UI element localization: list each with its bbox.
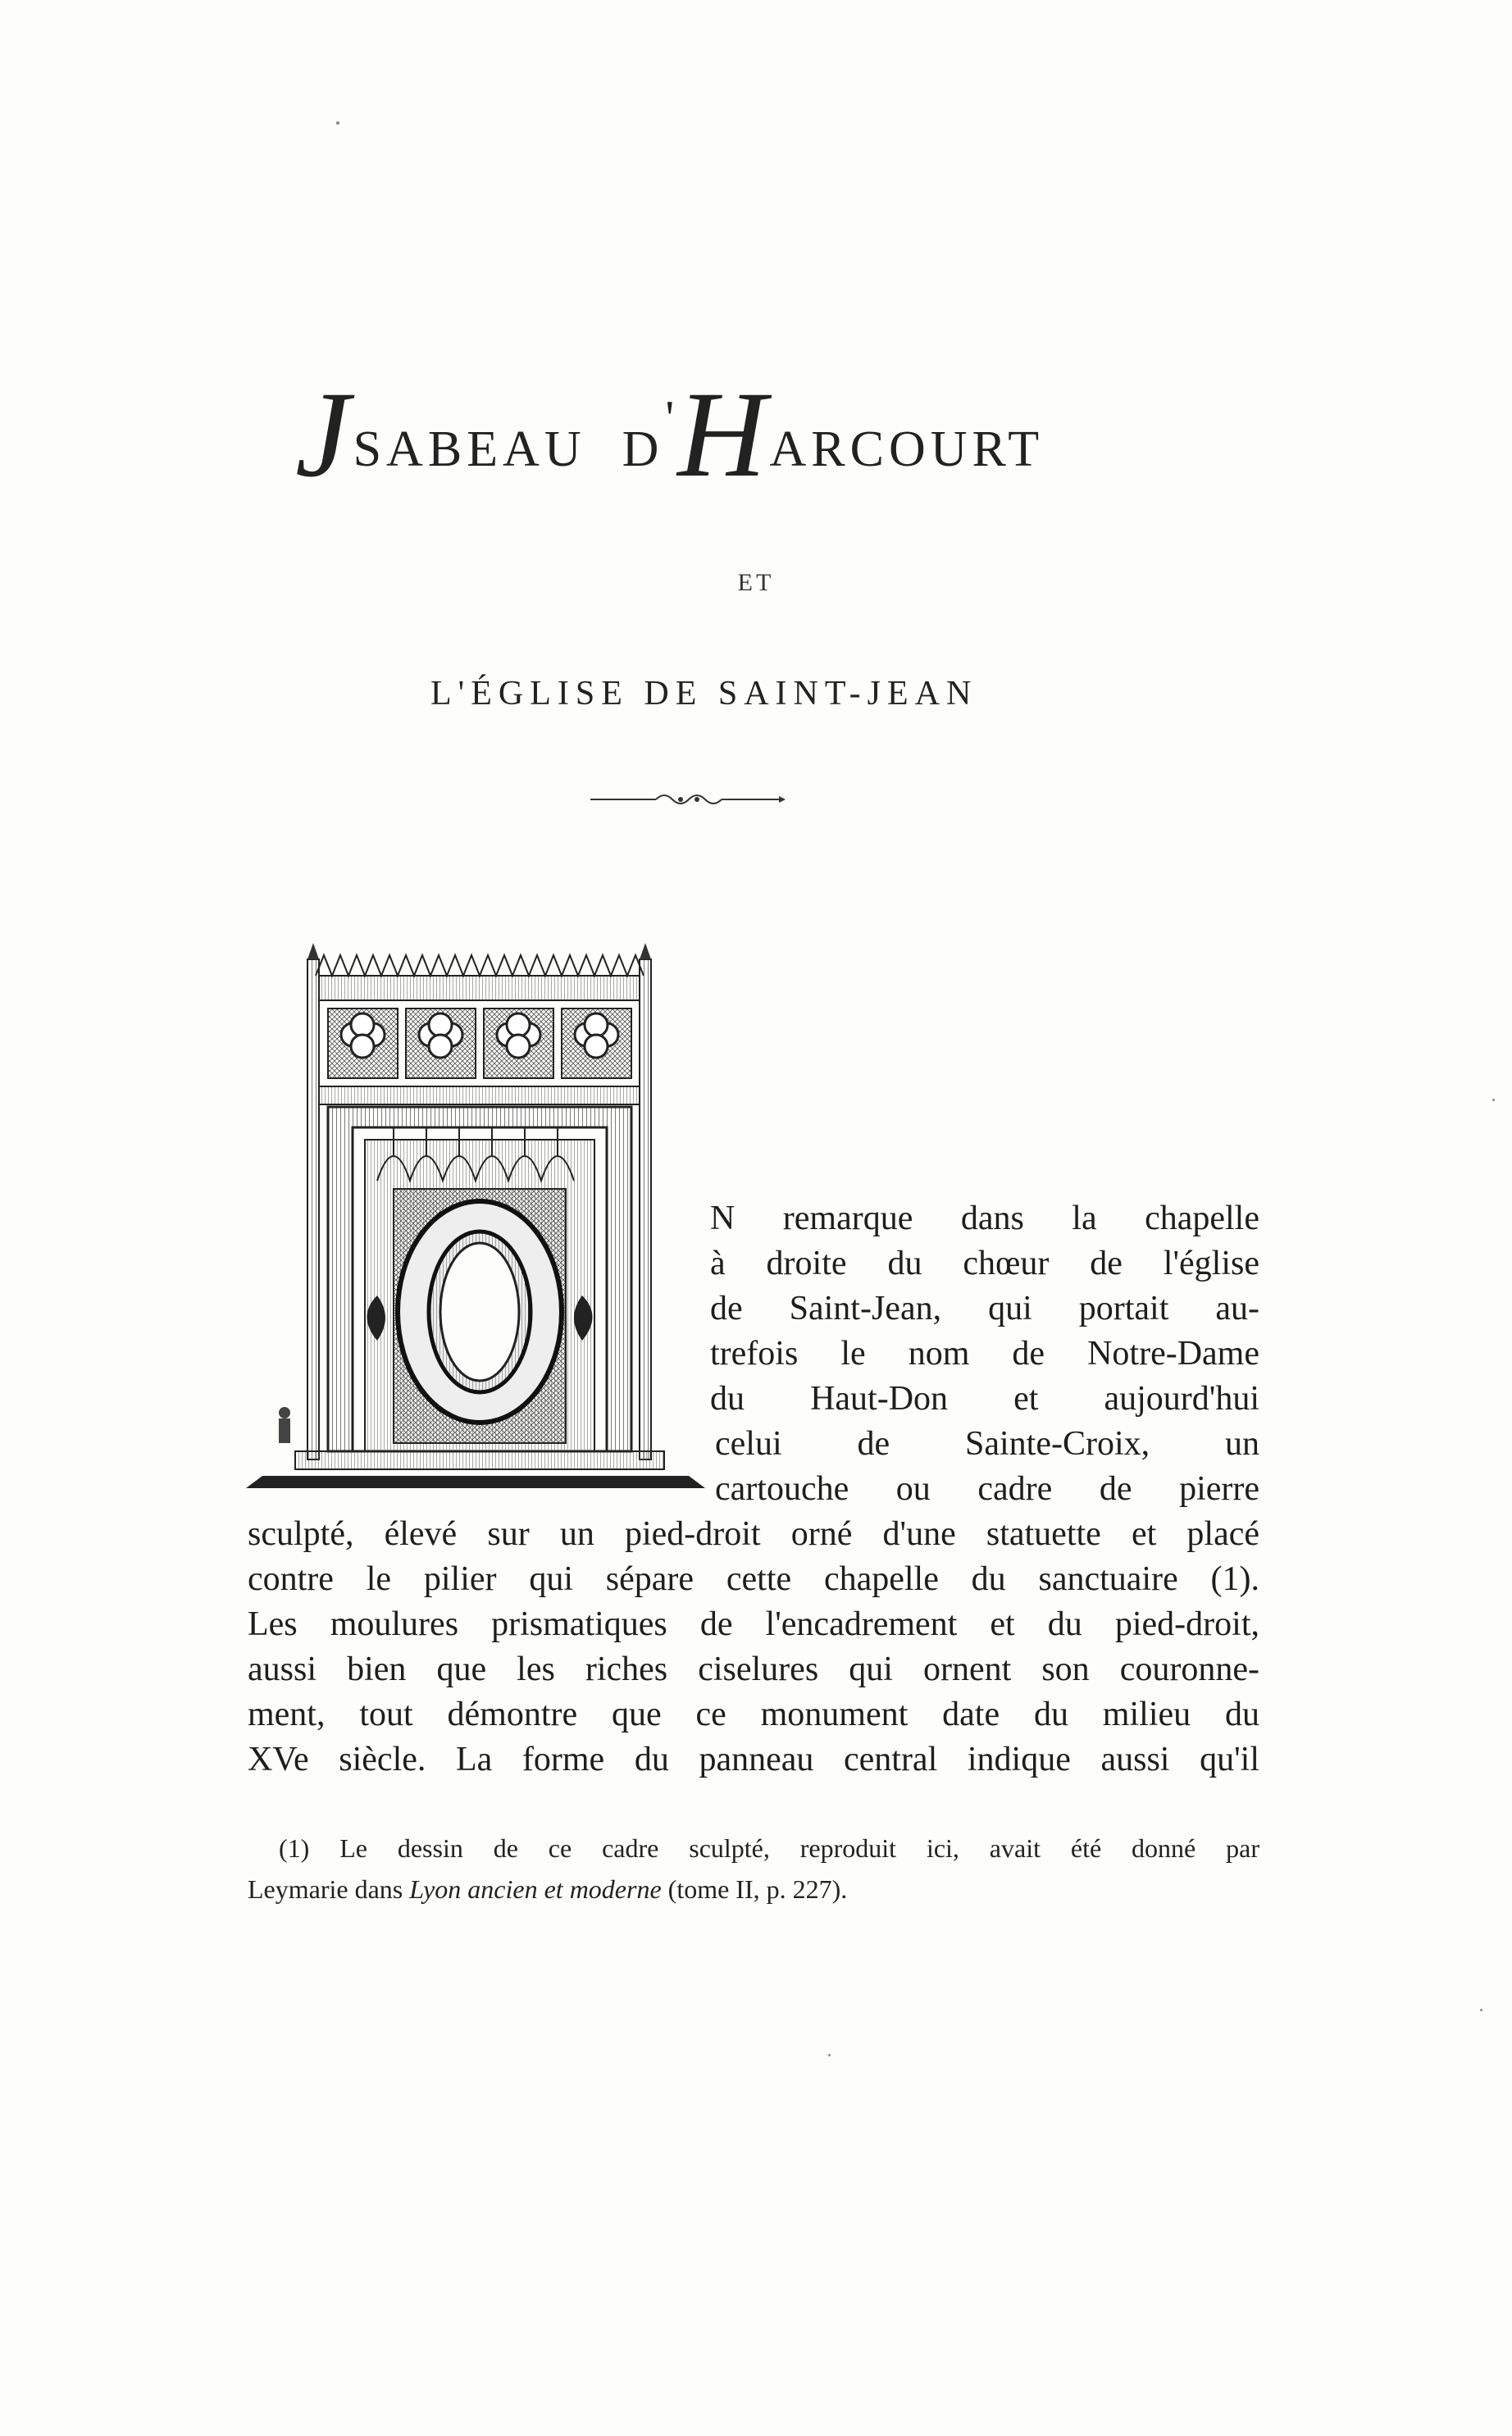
title-particle: D [622, 421, 664, 477]
title-main [295, 367, 1115, 503]
subtitle: L'ÉGLISE DE SAINT-JEAN [430, 675, 978, 713]
body-line-6: celui de Sainte-Croix, un [715, 1425, 1259, 1463]
footnote-text-before: Leymarie dans [248, 1874, 410, 1904]
body-line-7: cartouche ou cadre de pierre [715, 1470, 1259, 1508]
body-line-9: contre le pilier qui sépare cette chapelle du sanctuaire (1). [248, 1560, 1259, 1598]
gothic-cartouche-engraving-icon [246, 943, 717, 1517]
footnote-line-2 [248, 1876, 847, 1902]
title-word-isabeau: SABEAU [353, 421, 586, 477]
body-line-11: aussi bien que les riches ciselures qui ornent son couronne- [248, 1651, 1259, 1688]
scan-speck [1480, 2009, 1482, 2011]
scan-speck [336, 121, 339, 125]
title-conjunction: ET [737, 569, 775, 596]
body-line-5: du Haut-Don et aujourd'hui [710, 1380, 1259, 1418]
body-line-3: de Saint-Jean, qui portait au- [710, 1290, 1259, 1327]
scan-speck [1492, 1099, 1495, 1101]
title-apostrophe: ' [665, 391, 680, 445]
title-word-harcourt: ARCOURT [769, 421, 1045, 477]
body-line-12: ment, tout démontre que ce monument date du milieu du [248, 1696, 1259, 1733]
footnote-line-1: (1) Le dessin de ce cadre sculpté, reproduit ici, avait été donné par [279, 1833, 1259, 1863]
body-line-13: XVe siècle. La forme du panneau central indique aussi qu'il [248, 1741, 1259, 1778]
body-line-4: trefois le nom de Notre-Dame [710, 1335, 1259, 1373]
scan-speck [828, 2054, 831, 2056]
body-line-10: Les moulures prismatiques de l'encadrement et du pied-droit, [248, 1605, 1259, 1643]
body-line-2: à droite du chœur de l'église [710, 1245, 1259, 1282]
ornament-divider-icon [590, 787, 787, 812]
body-line-8: sculpté, élevé sur un pied-droit orné d'une statuette et placé [248, 1515, 1259, 1553]
body-line-1: N remarque dans la chapelle [710, 1200, 1259, 1237]
footnote-text-after: (tome II, p. 227). [661, 1874, 848, 1904]
footnote-book-title: Lyon ancien et moderne [409, 1874, 662, 1904]
title-initial-h: H [677, 367, 767, 503]
title-initial-j: J [295, 367, 350, 503]
